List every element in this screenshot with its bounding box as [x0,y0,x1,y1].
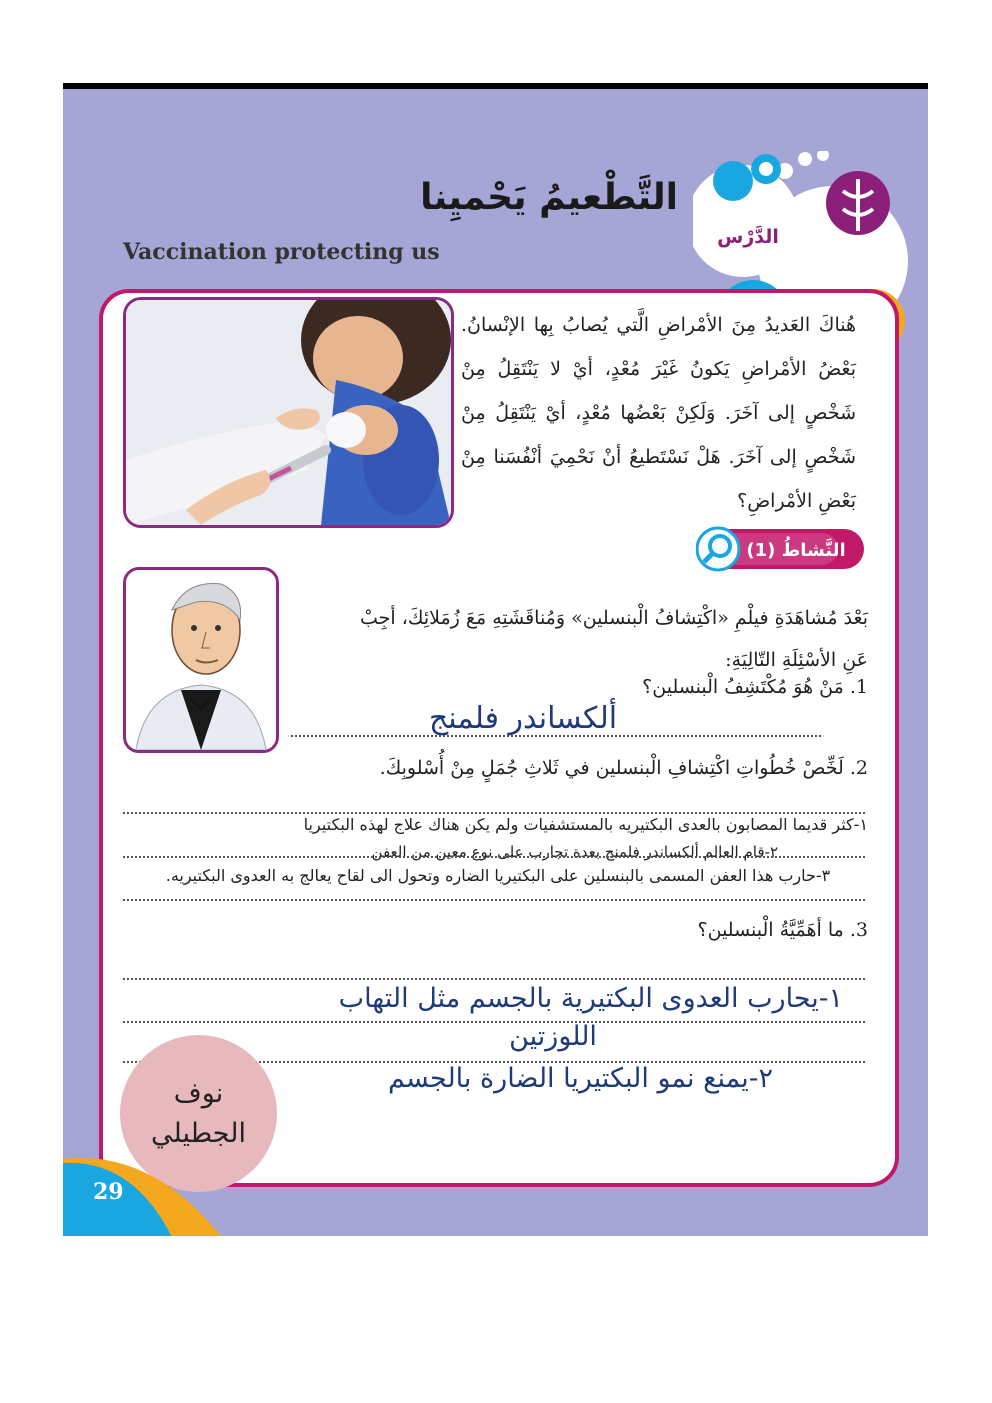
stamp-last-name: الجطيلي [151,1117,246,1149]
question-2: 2. لَخِّصْ خُطُواتِ اكْتِشافِ الْبنسلين في ثَلاثِ جُمَلٍ مِنْ أُسْلوبِكَ. [379,757,868,779]
lesson-title-english: Vaccination protecting us [123,239,440,265]
stamp-first-name: نوف [173,1077,224,1109]
intro-paragraph: هُناكَ العَديدُ مِنَ الأمْراضِ الَّتي يُصابُ بِها الإنْسانُ. بَعْضُ الأمْراضِ يَكونُ غَيْرَ مُعْدٍ، أيْ لا يَنْتَقِلُ مِنْ شَخْصٍ إلى آخَرَ. وَلَكِنْ بَعْضُها مُعْدٍ، أيْ يَنْتَقِلُ مِنْ شَخْصٍ إلى آخَرَ. هَلْ نَسْتَطيعُ أنْ نَحْمِيَ أنْفُسَنا مِنْ بَعْضِ الأمْراضِ؟ [461,314,856,512]
answer-line-2c [123,899,865,901]
fleming-portrait [123,567,279,753]
answer-line-2b [123,856,865,858]
question-3: 3. ما أهَمِّيَّةُ الْبنسلين؟ [697,919,868,941]
answer-2-line-2: ٢-قام العالم ألكساندر فلمنج بعدة تجارب على نوع معين من العفن [371,843,778,861]
answer-line-1 [291,735,821,737]
lesson-title-arabic: التَّطْعيمُ يَحْميِنا [420,177,678,218]
question-1: 1. مَنْ هُوَ مُكْتَشِفُ الْبنسلين؟ [642,676,868,698]
answer-3-line-2: ٢-يمنع نمو البكتيريا الضارة بالجسم [387,1063,773,1094]
page-corner-decoration [63,1149,233,1236]
activity-header [696,526,866,572]
badge-label: الدَّرْس [717,226,779,248]
page-number: 29 [93,1179,124,1205]
answer-line-3a [123,978,865,980]
answer-1: ألكساندر فلمنج [428,701,618,736]
answer-2-line-1: ١-كثر قديما المصابون بالعدى البكتيريه بالمستشفيات ولم يكن هناك علاج لهذه البكتيريا [303,815,868,834]
answer-2-line-3: ٣-حارب هذا العفن المسمى بالبنسلين على البكتيريا الضاره وتحول الى لقاح يعالج به العدوى البكتيريه. [165,866,831,885]
activity-label: النَّشاطُ (1) [746,540,846,561]
answer-3-line-1: ١-يحارب العدوى البكتيرية بالجسم مثل التهاب [338,983,843,1014]
answer-3-line-1-cont: اللوزتين [509,1021,597,1052]
textbook-page [63,89,928,1236]
activity-instruction: بَعْدَ مُشاهَدَةِ فيلْمِ «اكْتِشافُ الْبنسلين» وَمُناقَشَتِهِ مَعَ زُمَلائِكَ، أجِبْ عَنِ الأسْئِلَةِ التّالِيَةِ: [360,607,868,671]
vaccination-photo [123,297,454,528]
